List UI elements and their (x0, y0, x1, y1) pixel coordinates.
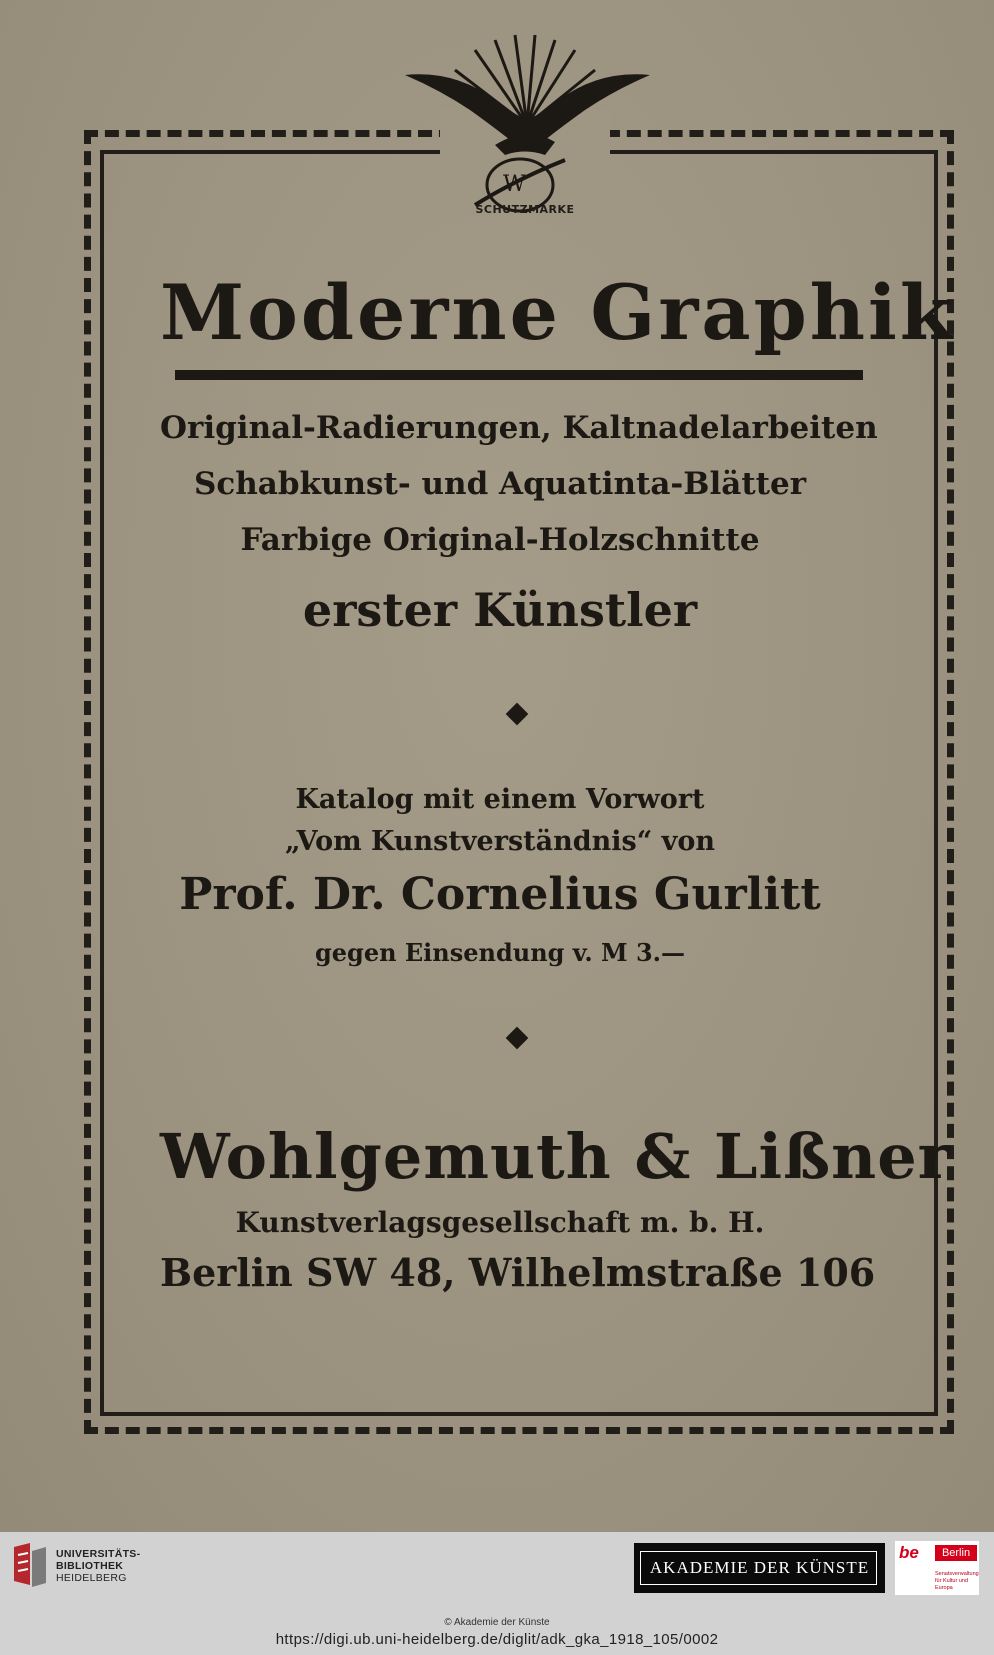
subtitle-line-1: Original-Radierungen, Kaltnadelarbeiten (160, 410, 878, 446)
permalink-url[interactable]: https://digi.ub.uni-heidelberg.de/diglit/adk_gka_1918_105/0002 (275, 1631, 719, 1648)
publisher-subtitle: Kunstverlagsgesellschaft m. b. H. (235, 1206, 765, 1239)
berlin-senate-logo[interactable] (895, 1541, 979, 1595)
be-berlin-mark: be (899, 1543, 919, 1562)
copyright-notice: © Akademie der Künste (444, 1617, 550, 1628)
adk-label: AKADEMIE DER KÜNSTE (649, 1558, 870, 1577)
ub-line-3: HEIDELBERG (56, 1572, 127, 1584)
ub-line-2: BIBLIOTHEK (56, 1560, 124, 1572)
publisher-name: Wohlgemuth & Lißner (160, 1120, 952, 1193)
emblem-letter: W (503, 172, 526, 197)
ub-line-1: UNIVERSITÄTS- (56, 1548, 141, 1560)
title-underline (175, 370, 863, 380)
eagle-emblem-icon (395, 30, 660, 230)
page-title: Moderne Graphik (160, 268, 956, 357)
publisher-address: Berlin SW 48, Wilhelmstraße 106 (160, 1250, 876, 1295)
artists-line: erster Künstler (302, 583, 698, 637)
akademie-der-kuenste-logo[interactable] (634, 1543, 885, 1593)
catalog-line-2: „Vom Kunstverständnis“ von (285, 826, 715, 857)
catalog-line-1: Katalog mit einem Vorwort (295, 784, 705, 815)
university-library-logo-icon[interactable] (10, 1541, 50, 1589)
price-line: gegen Einsendung v. M 3.— (314, 938, 686, 967)
subtitle-line-3: Farbige Original-Holzschnitte (240, 522, 760, 558)
berlin-senate-text: Senatsverwaltung für Kultur und Europa (935, 1571, 979, 1591)
university-library-label[interactable] (56, 1548, 140, 1584)
emblem-label: SCHUTZMARKE (475, 203, 575, 216)
author-name: Prof. Dr. Cornelius Gurlitt (179, 869, 821, 920)
subtitle-line-2: Schabkunst- und Aquatinta-Blätter (193, 466, 807, 502)
berlin-label: Berlin (935, 1545, 977, 1561)
